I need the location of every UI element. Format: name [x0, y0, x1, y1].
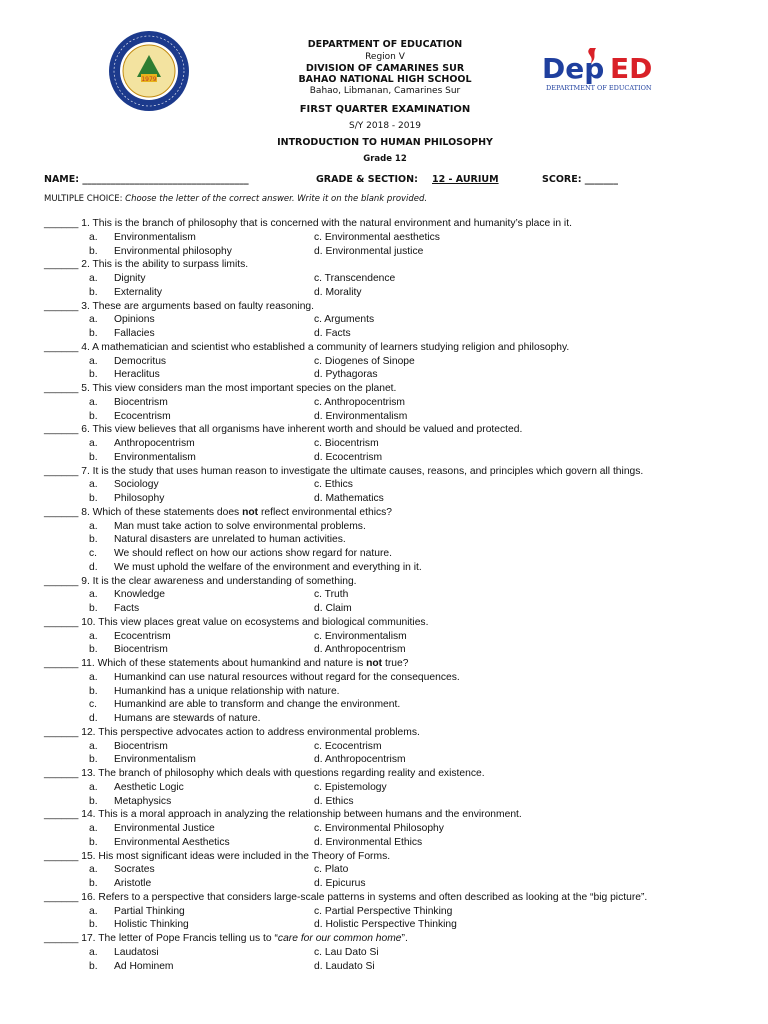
logo-ed-text: ED — [610, 52, 653, 85]
answer-option-pair: b. Facts d. Claim — [89, 603, 352, 614]
answer-option-pair: a. Socrates c. Plato — [89, 864, 349, 876]
answer-option-pair: a. Biocentrism c. Anthropocentrism — [89, 396, 405, 408]
answer-option-pair: a. Opinions c. Arguments — [89, 314, 375, 326]
question-stem: ______ 10. This view places great value on ecosystems and biological communities. — [44, 616, 429, 628]
answer-option-pair: a. Environmentalism c. Environmental aesthetics — [89, 231, 440, 243]
answer-option-pair: b. Environmentalism d. Ecocentrism — [89, 451, 383, 463]
question-stem: ______ 7. It is the study that uses human reason to investigate the ultimate causes, reasons, and principles which govern all things. — [44, 465, 644, 477]
answer-option-pair: b. Fallacies d. Facts — [89, 328, 351, 339]
question-group-1-7 — [44, 217, 734, 506]
seal-year: 1979 — [141, 76, 157, 83]
logo-dep-text: Dep — [542, 52, 605, 85]
answer-option-pair: a. Democritus c. Diogenes of Sinope — [89, 355, 415, 367]
answer-option-pair: b. Ecocentrism d. Environmentalism — [89, 410, 408, 422]
answer-option-pair: a. Sociology c. Ethics — [89, 479, 353, 491]
question-list — [44, 217, 734, 973]
question-stem: ______ 17. The letter of Pope Francis telling us to “care for our common home”. — [44, 933, 408, 944]
answer-option: c. We should reflect on how our actions show regard for nature. — [89, 548, 392, 559]
answer-option-pair: b. Environmentalism d. Anthropocentrism — [89, 754, 406, 766]
answer-option-pair: b. Holistic Thinking d. Holistic Perspective Thinking — [89, 919, 457, 931]
subject-title: INTRODUCTION TO HUMAN PHILOSOPHY — [277, 137, 493, 148]
school-address: Bahao, Libmanan, Camarines Sur — [309, 86, 461, 96]
answer-option-pair: a. Laudatosi c. Lau Dato Si — [89, 946, 379, 958]
answer-option-pair: a. Ecocentrism c. Environmentalism — [89, 630, 407, 642]
answer-option-pair: b. Biocentrism d. Anthropocentrism — [89, 644, 406, 656]
grade-section-label: GRADE & SECTION: — [316, 174, 418, 185]
question-stem: ______ 14. This is a moral approach in analyzing the relationship between humans and the environment. — [44, 809, 522, 821]
answer-option: c. Humankind are able to transform and change the environment. — [89, 699, 401, 711]
region-heading: Region V — [365, 52, 405, 62]
answer-option: d. We must uphold the welfare of the environment and everything in it. — [89, 561, 422, 573]
question-stem: ______ 3. These are arguments based on faulty reasoning. — [44, 300, 315, 312]
answer-option-pair: b. Externality d. Morality — [89, 286, 362, 298]
score-field[interactable]: SCORE: _______ — [542, 174, 619, 185]
question-stem: ______ 5. This view considers man the most important species on the planet. — [44, 383, 397, 394]
question-stem: ______ 2. This is the ability to surpass limits. — [44, 259, 249, 271]
exam-title: FIRST QUARTER EXAMINATION — [299, 104, 471, 115]
question-stem: ______ 4. A mathematician and scientist who established a community of learners studying religion and philosophy. — [44, 341, 570, 353]
name-field[interactable]: NAME: ___________________________________ — [44, 174, 249, 185]
answer-option-pair: b. Environmental Aesthetics d. Environmental Ethics — [89, 836, 423, 848]
question-stem: ______ 1. This is the branch of philosophy that is concerned with the natural environment and humanity’s place in it. — [44, 218, 572, 229]
answer-option-pair: a. Anthropocentrism c. Biocentrism — [89, 438, 379, 449]
question-group-12-16 — [44, 726, 734, 932]
answer-option: d. Humans are stewards of nature. — [89, 713, 261, 724]
answer-option-pair: b. Heraclitus d. Pythagoras — [89, 369, 378, 381]
answer-option-pair: a. Dignity c. Transcendence — [89, 273, 396, 284]
question-stem: ______ 16. Refers to a perspective that considers large-scale patterns in systems and often described as looking at the “big picture”. — [44, 891, 648, 903]
answer-option: a. Man must take action to solve environmental problems. — [89, 520, 366, 532]
answer-option-pair: b. Environmental philosophy d. Environmental justice — [89, 245, 424, 257]
answer-option-pair: a. Knowledge c. Truth — [89, 589, 349, 601]
school-year: S/Y 2018 - 2019 — [349, 121, 421, 131]
instructions-text: Choose the letter of the correct answer. Write it on the blank provided. — [125, 194, 428, 204]
answer-option-pair: a. Biocentrism c. Ecocentrism — [89, 740, 382, 752]
question-stem: ______ 11. Which of these statements about humankind and nature is not true? — [44, 658, 409, 669]
answer-option-pair: a. Partial Thinking c. Partial Perspective Thinking — [89, 905, 453, 917]
student-info-row — [44, 174, 734, 188]
answer-option-pair: b. Aristotle d. Epicurus — [89, 878, 366, 889]
answer-option: b. Humankind has a unique relationship with nature. — [89, 685, 340, 697]
question-stem: ______ 15. His most significant ideas were included in the Theory of Forms. — [44, 850, 391, 862]
question-stem: ______ 13. The branch of philosophy which deals with questions regarding reality and existence. — [44, 768, 485, 779]
logo-subtext: DEPARTMENT OF EDUCATION — [546, 84, 652, 92]
answer-option-pair: a. Aesthetic Logic c. Epistemology — [89, 781, 387, 793]
department-heading: DEPARTMENT OF EDUCATION — [307, 39, 463, 50]
question-stem: ______ 12. This perspective advocates action to address environmental problems. — [44, 726, 420, 738]
answer-option-pair: a. Environmental Justice c. Environmental Philosophy — [89, 823, 444, 834]
question-stem: ______ 8. Which of these statements does not reflect environmental ethics? — [44, 506, 393, 518]
question-stem: ______ 9. It is the clear awareness and understanding of something. — [44, 575, 357, 587]
instructions-label: MULTIPLE CHOICE: — [44, 194, 123, 204]
grade-level: Grade 12 — [363, 154, 407, 164]
question-group-9-10 — [44, 575, 734, 658]
instructions — [44, 194, 734, 204]
grade-section-value: 12 - AURIUM — [432, 174, 499, 185]
answer-option: b. Natural disasters are unrelated to human activities. — [89, 534, 346, 546]
school-seal-logo — [108, 30, 190, 112]
question-stem: ______ 6. This view believes that all organisms have inherent worth and should be valued and protected. — [44, 424, 523, 436]
answer-option: a. Humankind can use natural resources without regard for the consequences. — [89, 671, 460, 683]
answer-option-pair: b. Metaphysics d. Ethics — [89, 795, 354, 807]
school-heading: BAHAO NATIONAL HIGH SCHOOL — [298, 74, 472, 85]
division-heading: DIVISION OF CAMARINES SUR — [305, 63, 465, 74]
answer-option-pair: b. Ad Hominem d. Laudato Si — [89, 960, 375, 972]
answer-option-pair: b. Philosophy d. Mathematics — [89, 493, 384, 504]
